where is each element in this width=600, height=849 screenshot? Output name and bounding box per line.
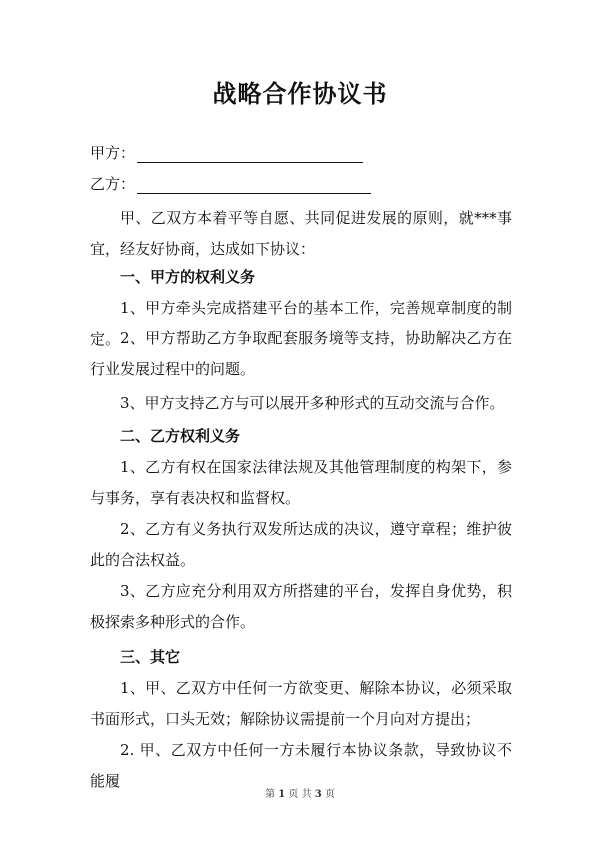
party-b-label: 乙方：: [90, 175, 136, 193]
section-heading-party-a: 一、甲方的权利义务: [120, 268, 256, 286]
section3-item-2: 2. 甲、乙双方中任何一方未履行本协议条款，导致协议不能履: [90, 741, 512, 790]
party-a-label: 甲方：: [90, 144, 136, 162]
section1-item-2: 2、甲方帮助乙方争取配套服务境等支持，协助解决乙方在行业发展过程中的问题。: [90, 329, 512, 378]
party-a-row: [90, 143, 363, 163]
party-b-blank-line: [137, 179, 371, 194]
page-footer: [0, 785, 600, 800]
document-title: 战略合作协议书: [212, 79, 388, 108]
section2-item-1: 1、乙方有权在国家法律法规及其他管理制度的构架下，参与事务，享有表决权和监督权。: [90, 458, 512, 507]
party-b-row: [90, 174, 371, 194]
party-a-blank-line: [137, 148, 363, 163]
footer-suffix: 页: [324, 789, 335, 800]
footer-mid: 页 共: [288, 789, 312, 800]
section3-item-1: 1、甲、乙双方中任何一方欲变更、解除本协议，必须采取书面形式，口头无效；解除协议需提前一个月向对方提出；: [90, 679, 512, 728]
footer-page-number: 1: [278, 789, 286, 800]
section2-item-3: 3、乙方应充分利用双方所搭建的平台，发挥自身优势，积极探索多种形式的合作。: [90, 582, 512, 631]
section-heading-other: 三、其它: [120, 648, 181, 666]
footer-total-pages: 3: [314, 789, 322, 800]
section2-item-2: 2、乙方有义务执行双发所达成的决议，遵守章程；维护彼此的合法权益。: [90, 520, 512, 569]
section-heading-party-b: 二、乙方权利义务: [120, 427, 241, 445]
section1-item-3: 3、甲方支持乙方与可以展开多种形式的互动交流与合作。: [120, 394, 505, 412]
footer-prefix: 第: [265, 789, 276, 800]
intro-paragraph: 甲、乙双方本着平等自愿、共同促进发展的原则，就***事宜，经友好协商，达成如下协议：: [90, 209, 512, 258]
section1-item-1: 1、甲方牵头完成搭建平台的基本工作，完善规章制度的制定。: [90, 299, 512, 348]
